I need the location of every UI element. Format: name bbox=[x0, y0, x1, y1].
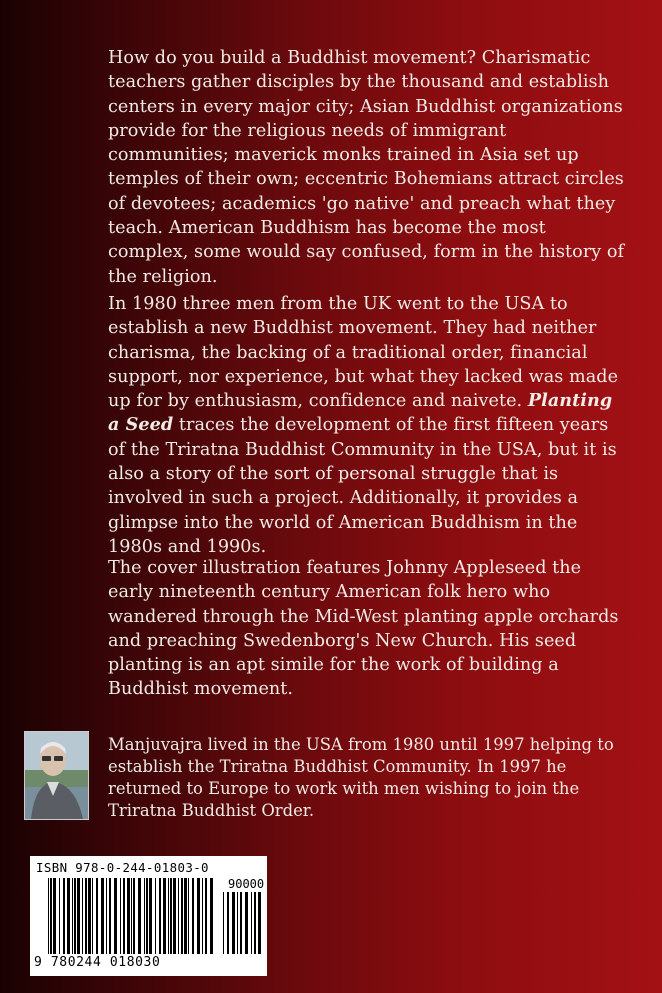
blurb-paragraph-3: The cover illustration features Johnny Appleseed the early nineteenth century American folk hero who wandered through the Mid-West planting apple orchards and preaching Swedenborg's New Church. His seed planting is an apt simile for the work of building a Buddhist movement. bbox=[108, 558, 619, 700]
barcode-bar bbox=[181, 878, 183, 954]
barcode-bar bbox=[77, 878, 80, 954]
barcode-bar bbox=[138, 878, 141, 954]
barcode-bar bbox=[184, 878, 187, 954]
barcode-bar bbox=[48, 878, 49, 954]
barcode-bar bbox=[149, 878, 152, 954]
barcode-bar bbox=[67, 878, 70, 954]
barcode-bar bbox=[131, 878, 132, 954]
barcode-bar bbox=[144, 878, 145, 954]
barcode-bar bbox=[159, 878, 161, 954]
barcode-bar bbox=[254, 892, 256, 954]
barcode-bar bbox=[163, 878, 166, 954]
barcode-bar bbox=[197, 878, 200, 954]
isbn-label: ISBN 978-0-244-01803-0 bbox=[36, 860, 209, 875]
barcode-bar bbox=[258, 892, 261, 954]
barcode-bar bbox=[109, 878, 111, 954]
barcode-bar bbox=[85, 878, 87, 954]
barcode-bar bbox=[188, 878, 189, 954]
author-bio: Manjuvajra lived in the USA from 1980 until 1997 helping to establish the Triratna Buddhist Community. In 1997 he returned to Europe to work with men wishing to join the Triratna Buddhist Order. bbox=[108, 735, 614, 820]
blurb-paragraph-2 bbox=[108, 292, 628, 559]
barcode-bar bbox=[53, 878, 56, 954]
barcode-bar bbox=[63, 878, 65, 954]
barcode-bar bbox=[232, 892, 235, 954]
barcode-bar bbox=[155, 878, 156, 954]
paragraph-2-body: traces the development of the first fifteen years of the Triratna Buddhist Community in the USA, but it is also a story of the sort of personal struggle that is involved in such a project. Additionally, it provides a glimpse into the world of American Buddhism in the 1980s and 1990s. bbox=[108, 415, 617, 557]
barcode-bar bbox=[227, 892, 229, 954]
isbn-barcode bbox=[30, 856, 267, 976]
barcode-bar bbox=[120, 878, 121, 954]
blurb-paragraph-1: How do you build a Buddhist movement? Charismatic teachers gather disciples by the thousand and establish centers in every major city; Asian Buddhist organizations provide for the religious needs of immigrant communities; maverick monks trained in Asia set up temples of their own; eccentric Bohemians attract circles of devotees; academics 'go native' and preach what they teach. American Buddhism has become the most complex, some would say confused, form in the history of the religion. bbox=[108, 48, 625, 287]
barcode-bar bbox=[133, 878, 135, 954]
barcode-bar bbox=[72, 878, 73, 954]
barcode-bar bbox=[96, 878, 98, 954]
barcode-bar bbox=[178, 878, 179, 954]
paragraph-2-intro: In 1980 three men from the UK went to the USA to establish a new Buddhist movement. They had neither charisma, the backing of a traditional order, financial support, nor experience, but what they lacked was made up for by enthusiasm, confidence and naivete. bbox=[108, 294, 619, 412]
barcode-bar bbox=[123, 878, 125, 954]
barcode-bar bbox=[88, 878, 91, 954]
barcode-bar bbox=[192, 878, 194, 954]
barcode-bar bbox=[101, 878, 104, 954]
barcode-bar bbox=[82, 878, 83, 954]
barcode-bar bbox=[223, 892, 224, 954]
ean-digits: 9 780244 018030 bbox=[34, 955, 161, 970]
barcode-bar bbox=[168, 878, 169, 954]
book-title: Planting a Seed bbox=[108, 390, 613, 436]
barcode-bar bbox=[237, 892, 238, 954]
barcode-bar bbox=[205, 878, 207, 954]
barcode-bar bbox=[202, 878, 203, 954]
barcode-bar bbox=[92, 878, 93, 954]
author-photo bbox=[24, 731, 89, 820]
barcode-bar bbox=[210, 878, 213, 954]
barcode-bar bbox=[251, 892, 252, 954]
barcode-bar bbox=[106, 878, 107, 954]
barcode-bar bbox=[50, 878, 52, 954]
barcode-bar bbox=[127, 878, 130, 954]
barcode-bar bbox=[59, 878, 60, 954]
barcode-bar bbox=[74, 878, 76, 954]
barcode-bar bbox=[170, 878, 172, 954]
barcode-bar bbox=[173, 878, 176, 954]
barcode-bar bbox=[240, 892, 242, 954]
barcode-bar bbox=[114, 878, 117, 954]
price-code: 90000 bbox=[228, 877, 265, 891]
barcode-bar bbox=[245, 892, 248, 954]
barcode-bar bbox=[146, 878, 148, 954]
